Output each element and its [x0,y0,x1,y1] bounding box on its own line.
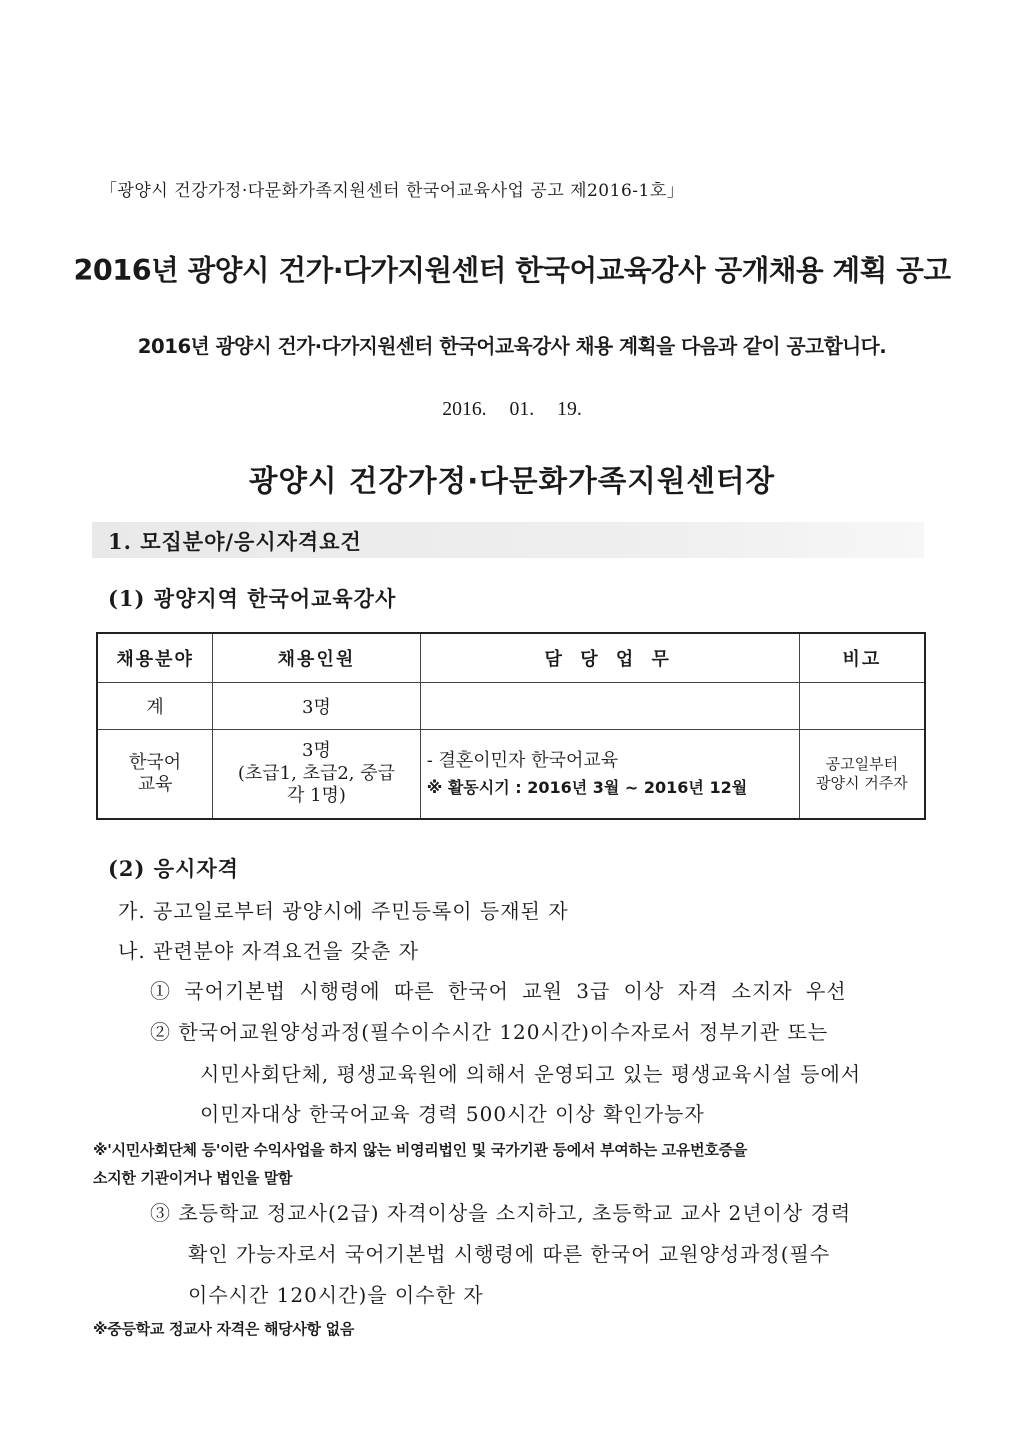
header-count: 채용인원 [213,633,420,683]
activity-period: ※ 활동시기 : 2016년 3월 ~ 2016년 12월 [426,778,748,798]
qualification-item-3-line-2: 확인 가능자로서 국어기본법 시행령에 따른 한국어 교원양성과정(필수 [188,1242,831,1266]
footnote-2: ※중등학교 정교사 자격은 해당사항 없음 [93,1320,355,1338]
header-field: 채용분야 [97,633,213,683]
total-duty [420,683,799,730]
duty-line-1: - 결혼이민자 한국어교육 [426,749,619,771]
count-line-2: (초급1, 초급2, 중급 [237,762,396,784]
count-line-1: 3명 [302,740,331,762]
subsection-1-title: (1) 광양지역 한국어교육강사 [108,586,397,611]
qualification-item-1: ① 국어기본법 시행령에 따른 한국어 교원 3급 이상 자격 소지자 우선 [150,979,847,1003]
qualification-item-2-line-1: ② 한국어교원양성과정(필수이수시간 120시간)이수자로서 정부기관 또는 [150,1020,829,1044]
table-row-total [97,683,925,730]
field-line-2: 교육 [137,774,173,795]
table-row-korean-education [97,730,925,820]
qualification-ga: 가. 공고일로부터 광양시에 주민등록이 등재된 자 [118,899,569,923]
count-line-3: 각 1명) [286,785,346,807]
intro-text: 2016년 광양시 건가·다가지원센터 한국어교육강사 채용 계획을 다음과 같이 공고합니다. [137,335,887,358]
qualification-item-3-line-1: ③ 초등학교 정교사(2급) 자격이상을 소지하고, 초등학교 교사 2년이상 경력 [150,1201,852,1225]
total-field: 계 [97,683,213,730]
total-note [799,683,925,730]
recruitment-table [96,632,926,820]
qualification-item-2-line-3: 이민자대상 한국어교육 경력 500시간 이상 확인가능자 [200,1102,705,1126]
footnote-1-line-2: 소지한 기관이거나 법인을 말함 [93,1169,293,1187]
count-cell [213,730,420,820]
duty-cell [420,730,799,820]
note-cell [799,730,925,820]
page-title: 2016년 광양시 건가·다가지원센터 한국어교육강사 공개채용 계획 공고 [73,253,951,287]
total-count: 3명 [213,683,420,730]
header-duty: 담 당 업 무 [420,633,799,683]
field-line-1: 한국어 [129,751,182,773]
header-note: 비고 [799,633,925,683]
note-line-1: 공고일부터 [825,755,899,774]
qualification-na: 나. 관련분야 자격요건을 갖춘 자 [118,939,419,963]
qualification-item-2-line-2: 시민사회단체, 평생교육원에 의해서 운영되고 있는 평생교육시설 등에서 [200,1062,862,1086]
announcement-number: 「광양시 건강가정·다문화가족지원센터 한국어교육사업 공고 제2016-1호」 [100,181,685,201]
issuing-organization: 광양시 건강가정·다문화가족지원센터장 [248,464,776,498]
qualification-item-3-line-3: 이수시간 120시간)을 이수한 자 [188,1283,484,1307]
footnote-1-line-1: ※'시민사회단체 등'이란 수익사업을 하지 않는 비영리법인 및 국가기관 등에서 부여하는 고유번호증을 [93,1141,747,1159]
table-header-row [97,633,925,683]
subsection-2-title: (2) 응시자격 [108,856,239,881]
field-cell [97,730,213,820]
announcement-date: 2016. 01. 19. [442,398,582,420]
note-line-2: 광양시 거주자 [816,774,908,792]
section-1-title: 1. 모집분야/응시자격요건 [108,529,362,554]
